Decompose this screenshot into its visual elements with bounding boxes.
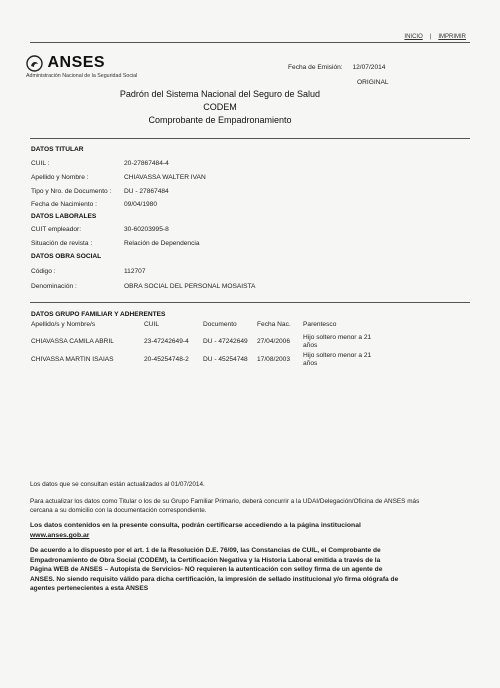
logo-subtitle: Administración Nacional de la Seguridad Social [26,73,138,80]
field-value: DU - 27867484 [124,188,169,195]
original-label: ORIGINAL [357,79,389,86]
footer-text-line: Los datos contenidos en la presente consulta, podrán certificarse accediendo a la página institucional [30,522,361,529]
anses-emblem-icon [26,55,43,72]
field-value: 20-27867484-4 [124,160,169,167]
anses-website-link[interactable]: www.anses.gob.ar [30,532,90,539]
field-label: Denominación : [31,283,77,290]
top-links [404,34,466,40]
title-line-2: CODEM [203,102,237,112]
grupo-table-header [0,321,500,331]
table-row [0,334,500,352]
field-value: CHIAVASSA WALTER IVAN [124,174,206,181]
footer-text-line: cercana a su domicilio con la documentación correspondiente. [30,507,207,514]
titular-heading: DATOS TITULAR [31,146,84,153]
col-header: Parentesco [303,321,337,328]
anses-logo [26,54,137,79]
title-line-1: Padrón del Sistema Nacional del Seguro de Salud [119,89,321,99]
nav-separator: | [429,34,432,40]
cell-cuil: 23-47242649-4 [144,338,189,345]
document-titles [0,88,440,127]
field-label: CUIL : [31,160,50,167]
field-value: 09/04/1980 [124,201,158,208]
cell-fecha: 27/04/2006 [257,338,291,345]
field-value: 112707 [124,268,146,275]
title-line-3: Comprobante de Empadronamiento [148,115,292,125]
cell-fecha: 17/08/2003 [257,356,291,363]
cell-nombre: CHIVASSA MARTIN ISAIAS [31,356,114,363]
col-header: Fecha Nac. [257,321,291,328]
cell-documento: DU - 47242649 [203,338,248,345]
fecha-emision [288,64,385,71]
cell-documento: DU - 45254748 [203,356,248,363]
emision-value: 12/07/2014 [352,64,386,71]
footer-resolucion-note [30,546,464,594]
cell-parentesco-cont: años [303,342,318,349]
imprimir-link[interactable]: IMPRIMIR [438,34,466,40]
section-divider [30,138,470,139]
field-label: Situación de revista : [31,240,93,247]
col-header: Documento [203,321,237,328]
footer-text-line: Para actualizar los datos como Titular o los de su Grupo Familiar Primario, deberá concurrir a la UDAI/Delegación/Oficina de ANSES más [30,498,420,505]
emision-label: Fecha de Emisión: [288,64,343,71]
field-label: Código : [31,268,56,275]
footer-certificar-note [30,521,464,541]
footer-actualizar-note [30,497,464,515]
laborales-heading: DATOS LABORALES [31,213,97,220]
field-label: Apellido y Nombre : [31,174,89,181]
field-value: 30-60203995-8 [124,226,169,233]
grupo-heading: DATOS GRUPO FAMILIAR Y ADHERENTES [31,311,166,318]
cell-parentesco: Hijo soltero menor a 21 [303,352,372,359]
cell-parentesco-cont: años [303,360,318,367]
footer-text-line: De acuerdo a lo dispuesto por el art. 1 de la Resolución D.E. 76/09, las Constancias de CUIL, el Comprobante de [30,547,381,554]
field-value: OBRA SOCIAL DEL PERSONAL MOSAISTA [124,283,256,290]
top-divider [30,42,470,43]
obra-social-heading: DATOS OBRA SOCIAL [31,253,102,260]
footer-text-line: Página WEB de ANSES – Autopista de Servicios- NO requieren la autenticación con selloy firma de un agente de [30,566,383,573]
cell-cuil: 20-45254748-2 [144,356,189,363]
footer-text-line: Empadronamiento de Obra Social (CODEM), la Certificación Negativa y la Historia Laboral emitida a través de la [30,556,381,564]
inicio-link[interactable]: INICIO [404,34,423,40]
cell-parentesco: Hijo soltero menor a 21 [303,334,372,341]
section-divider [30,302,470,303]
footer-text-line: ANSES. No siendo requisito válido para dicha certificación, la impresión de sellado institucional y/o firma ológrafa de [30,575,399,583]
field-label: CUIT empleador: [31,226,82,233]
field-label: Tipo y Nro. de Documento : [31,188,112,195]
table-row [0,352,500,370]
col-header: Apellido/s y Nombre/s [31,321,96,328]
footer-text-line: agentes pertenecientes a esta ANSES [30,585,149,592]
field-value: Relación de Dependencia [124,240,200,247]
field-label: Fecha de Nacimiento : [31,201,97,208]
footer-update-note: Los datos que se consultan están actualizados al 01/07/2014. [30,481,205,488]
col-header: CUIL [144,321,160,328]
logo-wordmark: ANSES [47,54,106,71]
cell-nombre: CHIAVASSA CAMILA ABRIL [31,338,114,345]
